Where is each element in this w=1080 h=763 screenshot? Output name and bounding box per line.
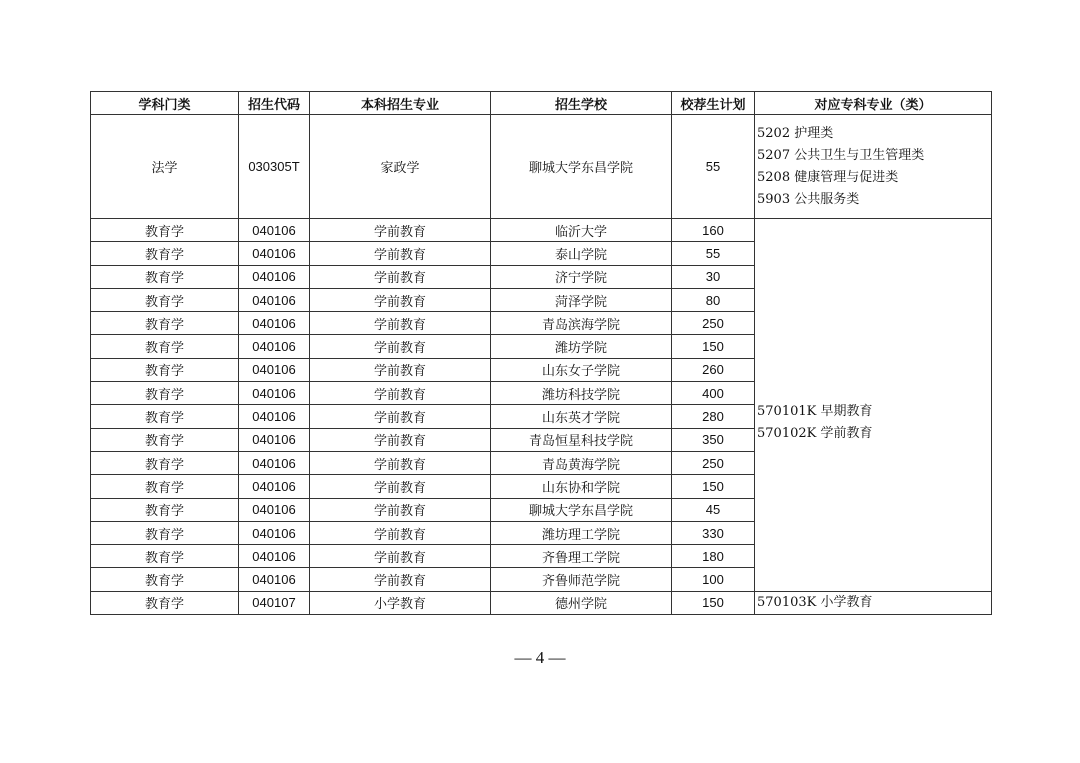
header-code: 招生代码	[239, 92, 310, 115]
cell-school: 青岛恒星科技学院	[491, 428, 672, 451]
counterpart-item: 5903 公共服务类	[757, 191, 860, 207]
cell-major: 学前教育	[310, 428, 491, 451]
cell-school: 德州学院	[491, 591, 672, 614]
cell-quota: 280	[672, 405, 755, 428]
cell-counterpart-group2	[755, 219, 992, 592]
cell-major: 学前教育	[310, 498, 491, 521]
cell-quota: 150	[672, 335, 755, 358]
cell-major: 学前教育	[310, 382, 491, 405]
cell-category: 教育学	[91, 288, 239, 311]
table-row	[91, 115, 992, 219]
cell-quota: 150	[672, 591, 755, 614]
cell-quota: 260	[672, 358, 755, 381]
enrollment-plan-table	[90, 91, 992, 615]
cell-school: 济宁学院	[491, 265, 672, 288]
header-quota: 校荐生计划	[672, 92, 755, 115]
cell-category: 教育学	[91, 219, 239, 242]
cell-category: 教育学	[91, 358, 239, 381]
cell-code: 040106	[239, 335, 310, 358]
cell-code: 040106	[239, 545, 310, 568]
cell-quota: 400	[672, 382, 755, 405]
cell-code: 040106	[239, 219, 310, 242]
cell-code: 040106	[239, 288, 310, 311]
cell-quota: 250	[672, 451, 755, 474]
cell-code: 040106	[239, 475, 310, 498]
cell-quota: 55	[672, 115, 755, 219]
header-school: 招生学校	[491, 92, 672, 115]
counterpart-item: 570103K 小学教育	[757, 594, 873, 610]
cell-quota: 30	[672, 265, 755, 288]
cell-code: 040106	[239, 358, 310, 381]
cell-category: 教育学	[91, 265, 239, 288]
cell-category: 法学	[91, 115, 239, 219]
cell-major: 学前教育	[310, 335, 491, 358]
cell-category: 教育学	[91, 475, 239, 498]
cell-quota: 250	[672, 312, 755, 335]
cell-category: 教育学	[91, 405, 239, 428]
counterpart-item: 5208 健康管理与促进类	[757, 169, 899, 185]
cell-major: 学前教育	[310, 358, 491, 381]
cell-quota: 150	[672, 475, 755, 498]
cell-category: 教育学	[91, 521, 239, 544]
cell-school: 聊城大学东昌学院	[491, 498, 672, 521]
cell-category: 教育学	[91, 498, 239, 521]
header-major: 本科招生专业	[310, 92, 491, 115]
cell-quota: 45	[672, 498, 755, 521]
counterpart-item: 5202 护理类	[757, 125, 834, 141]
header-category: 学科门类	[91, 92, 239, 115]
counterpart-item: 5207 公共卫生与卫生管理类	[757, 147, 925, 163]
cell-code: 040106	[239, 405, 310, 428]
cell-category: 教育学	[91, 451, 239, 474]
cell-major: 学前教育	[310, 405, 491, 428]
counterpart-item: 570102K 学前教育	[757, 425, 873, 441]
cell-code: 040107	[239, 591, 310, 614]
cell-major: 学前教育	[310, 265, 491, 288]
cell-quota: 180	[672, 545, 755, 568]
cell-code: 040106	[239, 498, 310, 521]
cell-school: 潍坊理工学院	[491, 521, 672, 544]
cell-school: 潍坊科技学院	[491, 382, 672, 405]
cell-major: 学前教育	[310, 312, 491, 335]
cell-school: 山东女子学院	[491, 358, 672, 381]
cell-code: 040106	[239, 242, 310, 265]
cell-quota: 80	[672, 288, 755, 311]
cell-major: 学前教育	[310, 475, 491, 498]
cell-quota: 350	[672, 428, 755, 451]
cell-code: 040106	[239, 521, 310, 544]
cell-code: 040106	[239, 312, 310, 335]
cell-school: 齐鲁理工学院	[491, 545, 672, 568]
cell-category: 教育学	[91, 312, 239, 335]
page-number: — 4 —	[514, 648, 566, 667]
cell-school: 山东协和学院	[491, 475, 672, 498]
table-row	[91, 591, 992, 614]
cell-major: 小学教育	[310, 591, 491, 614]
header-counterpart: 对应专科专业（类）	[755, 92, 992, 115]
table-row	[91, 219, 992, 242]
cell-category: 教育学	[91, 242, 239, 265]
cell-code: 040106	[239, 382, 310, 405]
table-header-row	[91, 92, 992, 115]
cell-school: 菏泽学院	[491, 288, 672, 311]
cell-school: 山东英才学院	[491, 405, 672, 428]
cell-code: 040106	[239, 428, 310, 451]
cell-quota: 100	[672, 568, 755, 591]
counterpart-item: 570101K 早期教育	[757, 403, 873, 419]
cell-major: 学前教育	[310, 545, 491, 568]
cell-category: 教育学	[91, 428, 239, 451]
cell-code: 040106	[239, 265, 310, 288]
cell-counterpart-group1	[755, 115, 992, 219]
cell-school: 青岛黄海学院	[491, 451, 672, 474]
cell-code: 040106	[239, 451, 310, 474]
cell-counterpart-group3	[755, 591, 992, 614]
cell-school: 泰山学院	[491, 242, 672, 265]
cell-category: 教育学	[91, 568, 239, 591]
cell-quota: 160	[672, 219, 755, 242]
cell-quota: 55	[672, 242, 755, 265]
cell-school: 齐鲁师范学院	[491, 568, 672, 591]
cell-school: 潍坊学院	[491, 335, 672, 358]
cell-category: 教育学	[91, 382, 239, 405]
cell-major: 学前教育	[310, 219, 491, 242]
cell-category: 教育学	[91, 591, 239, 614]
cell-code: 030305T	[239, 115, 310, 219]
cell-category: 教育学	[91, 335, 239, 358]
cell-major: 学前教育	[310, 288, 491, 311]
cell-major: 家政学	[310, 115, 491, 219]
cell-school: 青岛滨海学院	[491, 312, 672, 335]
cell-code: 040106	[239, 568, 310, 591]
cell-major: 学前教育	[310, 568, 491, 591]
cell-major: 学前教育	[310, 521, 491, 544]
cell-school: 临沂大学	[491, 219, 672, 242]
cell-quota: 330	[672, 521, 755, 544]
cell-school: 聊城大学东昌学院	[491, 115, 672, 219]
cell-category: 教育学	[91, 545, 239, 568]
cell-major: 学前教育	[310, 242, 491, 265]
cell-major: 学前教育	[310, 451, 491, 474]
